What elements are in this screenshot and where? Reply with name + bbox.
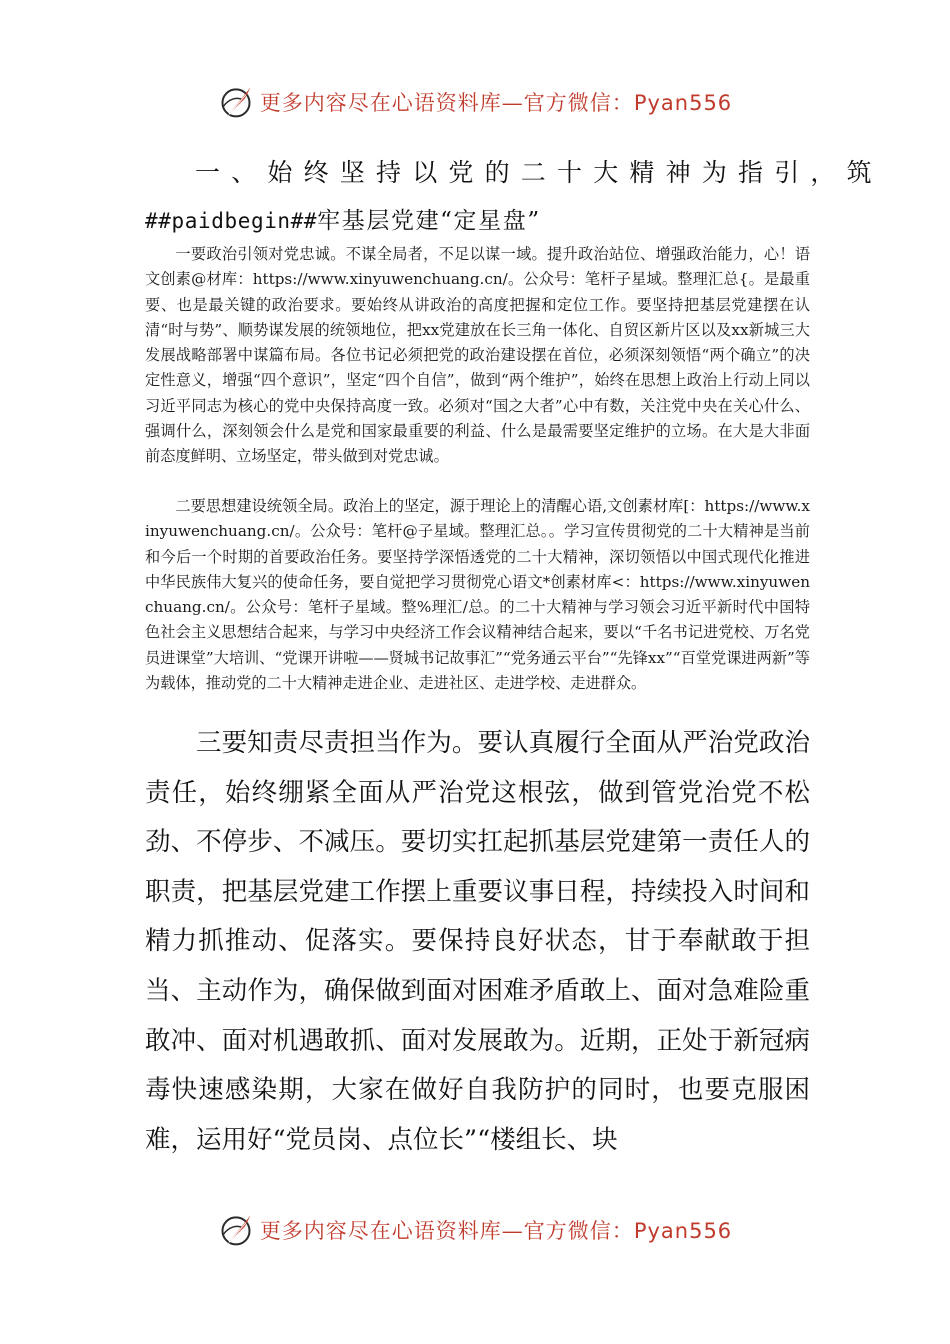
wechat-id: Pyan556 xyxy=(633,1219,733,1243)
banner-text xyxy=(260,87,732,117)
quill-pen-logo-icon xyxy=(218,1212,254,1248)
paid-marker: ##paidbegin## xyxy=(145,209,318,233)
section-heading-line-2-text: 牢基层党建“定星盘” xyxy=(317,208,541,234)
paragraph-block-1 xyxy=(145,242,810,470)
banner-text xyxy=(260,1215,732,1245)
paragraph-block-3 xyxy=(145,719,810,1165)
footer-banner xyxy=(0,1208,950,1252)
banner-label: 更多内容尽在心语资料库—官方微信： xyxy=(259,91,634,115)
paragraph-responsibility: 三要知责尽责担当作为。要认真履行全面从严治党政治责任，始终绷紧全面从严治党这根弦，做到管党治党不松劲、不停步、不减压。要切实扛起抓基层党建第一责任人的职责，把基层党建工作摆上重要议事日程，持续投入时间和精力抓推动、促落实。要保持良好状态，甘于奉献敢于担当、主动作为，确保做到面对困难矛盾敢上、面对急难险重敢冲、面对机遇敢抓、面对发展敢为。近期，正处于新冠病毒快速感染期，大家在做好自我防护的同时，也要克服困难，运用好“党员岗、点位长”“楼组长、块 xyxy=(145,728,810,1155)
section-heading-line-1: 一、始终坚持以党的二十大精神为指引，筑 xyxy=(195,158,883,187)
section-heading-line-2 xyxy=(145,202,810,235)
header-banner xyxy=(0,80,950,124)
banner-label: 更多内容尽在心语资料库—官方微信： xyxy=(259,1219,634,1243)
quill-pen-logo-icon xyxy=(218,84,254,120)
wechat-id: Pyan556 xyxy=(633,91,733,115)
paragraph-ideological-building: 二要思想建设统领全局。政治上的坚定，源于理论上的清醒心语,文创素材库[：https://www.xinyuwenchuang.cn/。公众号：笔杆@子星域。整理汇总。。学习宣传贯彻党的二十大精神是当前和今后一个时期的首要政治任务。要坚持学深悟透党的二十大精神，深切领悟以中国式现代化推进中华民族伟大复兴的使命任务，要自觉把学习贯彻党心语文*创素材库<：https://www.xinyuwenchuang.cn/。公众号：笔杆子星域。整%理汇/总。的二十大精神与学习领会习近平新时代中国特色社会主义思想结合起来，与学习中央经济工作会议精神结合起来，要以“千名书记进党校、万名党员进课堂”大培训、“党课开讲啦——贤城书记故事汇”“党务通云平台”“先锋xx”“百堂党课进两新”等为载体，推动党的二十大精神走进企业、走进社区、走进学校、走进群众。 xyxy=(145,497,810,693)
paragraph-block-2 xyxy=(145,494,810,696)
paragraph-political-loyalty: 一要政治引领对党忠诚。不谋全局者，不足以谋一域。提升政治站位、增强政治能力，心！语文创素@材库：https://www.xinyuwenchuang.cn/。公众号：笔杆子星域。整理汇总{。是最重要、也是最关键的政治要求。要始终从讲政治的高度把握和定位工作。要坚持把基层党建摆在认清“时与势”、顺势谋发展的统领地位，把xx党建放在长三角一体化、自贸区新片区以及xx新城三大发展战略部署中谋篇布局。各位书记必须把党的政治建设摆在首位，必须深刻领悟“两个确立”的决定性意义，增强“四个意识”，坚定“四个自信”，做到“两个维护”，始终在思想上政治上行动上同以习近平同志为核心的党中央保持高度一致。必须对“国之大者”心中有数，关注党中央在关心什么、强调什么，深刻领会什么是党和国家最重要的利益、什么是最需要坚定维护的立场。在大是大非面前态度鲜明、立场坚定，带头做到对党忠诚。 xyxy=(145,245,810,466)
